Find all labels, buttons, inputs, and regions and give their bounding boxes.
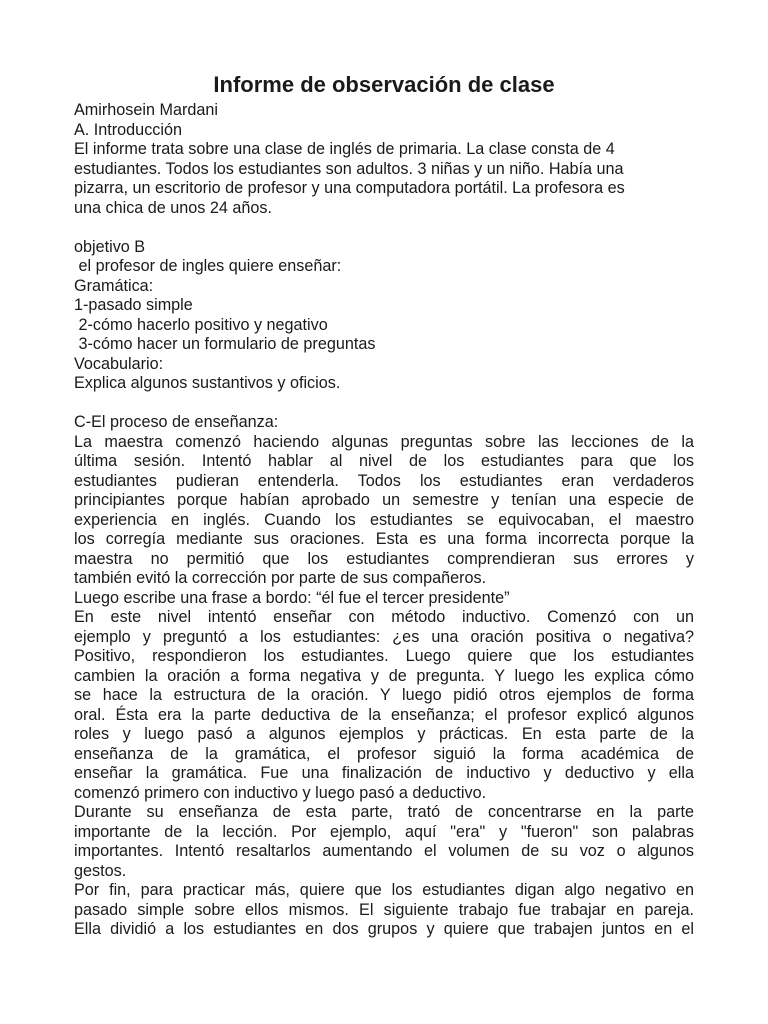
process-line: importante de la lección. Por ejemplo, aquí "era" y "fueron" son palabras <box>74 822 694 841</box>
objective-line: el profesor de ingles quiere enseñar: <box>74 257 342 275</box>
process-line: La maestra comenzó haciendo algunas preguntas sobre las lecciones de la <box>74 432 694 451</box>
author-name: Amirhosein Mardani <box>74 101 218 119</box>
process-line: oral. Ésta era la parte deductiva de la enseñanza; el profesor explicó algunos <box>74 705 694 724</box>
objective-line: Explica algunos sustantivos y oficios. <box>74 374 341 392</box>
process-paragraph <box>74 608 694 803</box>
process-line: ejemplo y preguntó a los estudiantes: ¿es una oración positiva o negativa? <box>74 627 694 646</box>
intro-line: El informe trata sobre una clase de inglés de primaria. La clase consta de 4 <box>74 140 615 158</box>
process-line: Positivo, respondieron los estudiantes. Luego quiere que los estudiantes <box>74 647 694 665</box>
process-line: cambien la oración a forma negativa y de pregunta. Y luego les explica cómo <box>74 666 694 685</box>
process-line: principiantes porque habían aprobado un semestre y tenían una especie de <box>74 491 694 509</box>
process-line: Ella dividió a los estudiantes en dos grupos y quiere que trabajen juntos en el <box>74 920 694 938</box>
section-c-heading: C-El proceso de enseñanza: <box>74 413 279 431</box>
paragraph-gap <box>74 394 694 414</box>
process-line: enseñanza de la gramática, el profesor siguió la forma académica de <box>74 744 694 763</box>
objective-line: objetivo B <box>74 237 146 256</box>
process-paragraph <box>74 589 694 609</box>
process-line: los corregía mediante sus oraciones. Esta es una forma incorrecta porque la <box>74 530 694 548</box>
process-line: En este nivel intentó enseñar con método inductivo. Comenzó con un <box>74 608 694 626</box>
objective-line: 1-pasado simple <box>74 296 193 314</box>
document-title: Informe de observación de clase <box>213 72 555 97</box>
process-section <box>74 433 694 940</box>
process-paragraph <box>74 433 694 589</box>
process-line: última sesión. Intentó hablar al nivel de los estudiantes para que los <box>74 452 694 470</box>
section-a-heading: A. Introducción <box>74 120 182 139</box>
process-line: pasado simple sobre ellos mismos. El siguiente trabajo fue trabajar en pareja. <box>74 900 694 919</box>
intro-line: pizarra, un escritorio de profesor y una computadora portátil. La profesora es <box>74 179 625 197</box>
intro-line: una chica de unos 24 años. <box>74 198 272 217</box>
process-line: gestos. <box>74 861 127 880</box>
objective-line: Vocabulario: <box>74 354 164 373</box>
objective-line: 3-cómo hacer un formulario de preguntas <box>74 335 376 353</box>
process-line: enseñar la gramática. Fue una finalización de inductivo y deductivo y ella <box>74 764 694 782</box>
process-line: también evitó la corrección por parte de sus compañeros. <box>74 569 487 587</box>
process-paragraph <box>74 881 694 940</box>
process-paragraph <box>74 803 694 881</box>
intro-line: estudiantes. Todos los estudiantes son adultos. 3 niñas y un niño. Había una <box>74 159 624 178</box>
process-line: Durante su enseñanza de esta parte, trató de concentrarse en la parte <box>74 803 694 821</box>
process-line: Luego escribe una frase a bordo: “él fue el tercer presidente” <box>74 588 510 607</box>
objective-section <box>74 238 694 394</box>
process-line: se hace la estructura de la oración. Y luego pidió otros ejemplos de forma <box>74 686 694 704</box>
objective-line: Gramática: <box>74 276 154 295</box>
intro-paragraph <box>74 140 694 218</box>
process-line: maestra no permitió que los estudiantes comprendieran sus errores y <box>74 549 694 568</box>
process-line: experiencia en inglés. Cuando los estudiantes se equivocaban, el maestro <box>74 510 694 529</box>
process-line: estudiantes pudieran entenderla. Todos los estudiantes eran verdaderos <box>74 471 694 490</box>
paragraph-gap <box>74 218 694 238</box>
process-line: Por fin, para practicar más, quiere que los estudiantes digan algo negativo en <box>74 881 694 899</box>
process-line: comenzó primero con inductivo y luego pasó a deductivo. <box>74 783 487 802</box>
process-line: roles y luego pasó a algunos ejemplos y prácticas. En esta parte de la <box>74 725 694 743</box>
objective-line: 2-cómo hacerlo positivo y negativo <box>74 315 328 334</box>
document-body <box>74 101 694 940</box>
process-line: importantes. Intentó resaltarlos aumentando el volumen de su voz o algunos <box>74 842 694 860</box>
